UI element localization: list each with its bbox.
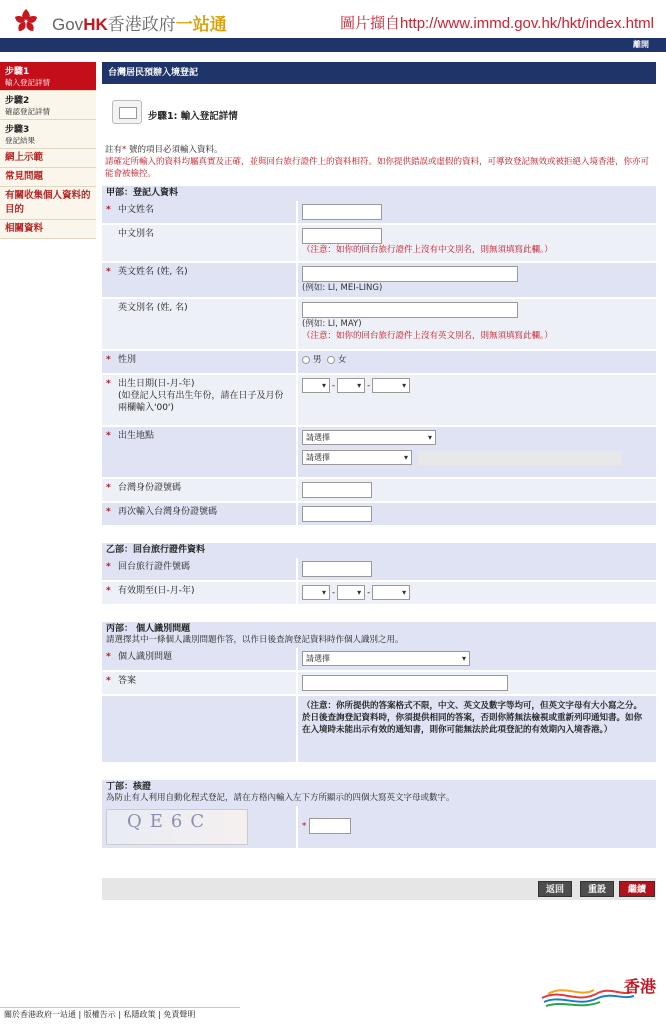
footer-links[interactable]: 關於香港政府一站通 | 版權告示 | 私隱政策 | 免責聲明 [0,1007,240,1021]
button-bar [102,878,656,900]
reset-button[interactable]: 重設 [580,881,614,897]
section-b-heading: 乙部：回台旅行證件資料 [102,543,656,558]
hksar-bauhinia-logo-icon[interactable] [6,4,50,36]
captcha-image: QE6C [106,809,248,845]
dob-year-select[interactable] [372,378,410,393]
doc-no-input[interactable] [302,561,372,577]
label-cell [102,427,296,477]
date-dash: - [367,381,371,391]
step-title: 步驟2 [5,96,30,106]
answer-input[interactable] [302,675,508,691]
row-answer-note [102,696,656,764]
row-sex [102,351,656,375]
section-c-heading [102,622,656,648]
brand-one: 一站通 [175,15,227,34]
dob-month-select[interactable] [337,378,365,393]
page-title: 台灣居民預辦入境登記 [102,62,656,84]
row-expiry [102,582,656,606]
label-cell [102,672,296,694]
english-alias-input[interactable] [302,302,518,318]
row-chinese-alias [102,225,656,263]
required-star-icon: * [106,267,111,277]
step-title: 步驟3 [5,125,30,135]
section-d-title: 丁部：核證 [106,782,152,792]
date-dash: - [332,588,336,598]
step-title: 步驟1 [5,67,30,77]
brand-hong-kong-logo[interactable] [540,974,656,1014]
sidebar-link-related[interactable]: 相關資料 [0,220,96,239]
required-star-icon: * [106,652,111,662]
accuracy-warning: 請確定所輸入的資料均屬真實及正確，並與回台旅行證件上的資料相符。如你提供錯誤或虛假的資料，可導致登記無效或被拒絕入境香港，你亦可能會被檢控。 [105,157,650,179]
logout-button[interactable]: 離開 [616,38,666,52]
section-d-heading [102,780,656,806]
tw-id-input[interactable] [302,482,372,498]
label-text: 英文別名 (姓, 名) [118,303,188,313]
label-text: 台灣身份證號碼 [118,483,182,493]
label-cell [102,375,296,425]
required-star-icon: * [106,431,111,441]
sidebar-step-3 [0,120,96,149]
label-text: 中文別名 [118,229,155,239]
section-a-heading: 甲部：登記人資料 [102,186,656,201]
form-icon [112,100,142,124]
dob-note: (如登記人只有出生年份，請在日子及月份兩欄輸入'00') [118,391,284,413]
label-cell [102,558,296,580]
row-answer [102,672,656,696]
field-cell [296,503,656,525]
required-star-icon: * [106,379,111,389]
label-cell [102,263,296,297]
step-sub: 確認登記詳情 [5,107,50,116]
label-text: 性別 [118,355,137,365]
image-source-note: 圖片擷自http://www.immd.gov.hk/hkt/index.html [340,15,654,32]
row-captcha [102,806,656,850]
english-alias-hint: (例如: LI, MAY) [302,319,362,329]
field-cell [296,263,656,297]
step-sub: 輸入登記詳情 [5,78,50,87]
step-heading [102,94,656,140]
field-cell [296,558,656,580]
back-button[interactable]: 返回 [538,881,572,897]
required-star-icon: * [106,507,111,517]
field-cell [296,351,656,373]
label-text: 再次輸入台灣身份證號碼 [118,507,218,517]
label-cell [102,696,296,762]
brand-prefix: Gov [52,15,84,34]
row-question [102,648,656,672]
tw-id-again-input[interactable] [302,506,372,522]
label-cell [102,503,296,525]
label-cell [102,201,296,223]
expiry-month-select[interactable] [337,585,365,600]
pob-other-field [418,451,622,465]
row-tw-id-again [102,503,656,527]
label-text: 英文姓名 (姓, 名) [118,267,188,277]
dob-day-select[interactable] [302,378,330,393]
field-cell [296,582,656,604]
sidebar-link-purpose[interactable]: 有關收集個人資料的目的 [0,187,96,220]
row-chinese-name [102,201,656,225]
label-text: 出生地點 [118,431,155,441]
sidebar-link-demo[interactable]: 網上示範 [0,149,96,168]
label-text: 個人識別問題 [118,652,173,662]
label-cell [102,351,296,373]
section-c-title: 丙部： 個人識別問題 [106,624,191,634]
step-sub: 登記結果 [5,136,35,145]
field-cell [296,672,656,694]
label-text: 有效期至(日-月-年) [118,586,195,596]
pob-country-select[interactable]: 請選擇 ▾ [302,430,436,445]
required-star-icon: * [122,145,127,155]
row-dob [102,375,656,427]
field-cell [296,648,656,670]
english-name-input[interactable] [302,266,518,282]
required-note [105,144,656,156]
label-cell [102,806,296,848]
field-cell [296,806,656,848]
pob-region-select[interactable]: 請選擇 ▾ [302,450,412,465]
continue-button[interactable]: 繼續 [619,881,655,897]
required-star-icon: * [106,562,111,572]
sidebar [0,62,96,239]
expiry-day-select[interactable] [302,585,330,600]
label-cell [102,479,296,501]
sidebar-step-2 [0,91,96,120]
sidebar-step-1 [0,62,96,91]
brand-hk: HK [83,15,108,34]
instructions [102,144,656,180]
required-star-icon: * [106,205,111,215]
row-doc-no [102,558,656,582]
field-cell [296,375,656,425]
field-cell [296,201,656,223]
required-star-icon: * [106,355,111,365]
brand-mid: 香港政府 [107,15,176,34]
label-cell [102,648,296,670]
field-cell [296,225,656,261]
answer-note: （注意：你所提供的答案格式不限，中文、英文及數字等均可，但英文字母有大小寫之分。於日後查詢登記資料時，你須提供相同的答案，否則你將無法檢視或重新列印通知書。如你在入境時未能出示有效的通知書，則你可能無法於此項登記的有效期內入境香港。） [296,696,656,762]
govhk-brand[interactable] [52,10,227,35]
label-text: 中文姓名 [118,205,155,215]
label-cell [102,225,296,261]
female-radio[interactable] [327,356,335,364]
label-text: 出生日期(日-月-年) [118,379,195,389]
english-alias-warning: （注意：如你的回台旅行證件上沒有英文別名，則無須填寫此欄。） [302,331,553,341]
row-english-name [102,263,656,299]
note-prefix: 註有 [105,145,123,155]
field-cell [296,479,656,501]
female-label: 女 [337,355,347,365]
required-star-icon: * [302,821,307,832]
row-pob [102,427,656,479]
question-select[interactable]: 請選擇 ▾ [302,651,470,666]
sidebar-link-faq[interactable]: 常見問題 [0,168,96,187]
field-cell [296,299,656,349]
label-cell [102,582,296,604]
footer-logo-text: 香港 [623,977,656,996]
male-label: 男 [313,355,322,365]
main-content [102,62,656,900]
chinese-name-input[interactable] [302,204,382,220]
required-star-icon: * [106,586,111,596]
row-english-alias [102,299,656,351]
label-text: 答案 [118,676,137,686]
row-tw-id [102,479,656,503]
nav-bar [0,38,666,52]
date-dash: - [332,381,336,391]
chinese-alias-warning: （注意：如你的回台旅行證件上沒有中文別名，則無須填寫此欄。） [302,245,553,255]
label-cell [102,299,296,349]
field-cell [296,427,656,477]
note-suffix: 號的項目必須輸入資料。 [126,145,223,155]
male-radio[interactable] [302,356,310,364]
section-d-sub: 為防止有人利用自動化程式登記，請在方格內輸入左下方所顯示的四個大寫英文字母或數字。 [106,793,455,803]
step-heading-text: 步驟1: 輸入登記詳情 [148,111,238,122]
required-star-icon: * [106,676,111,686]
section-c-sub: 請選擇其中一條個人識別問題作答，以作日後查詢登記資料時作個人識別之用。 [106,635,404,645]
date-dash: - [367,588,371,598]
header [0,0,666,40]
captcha-input[interactable] [309,818,351,834]
required-star-icon: * [106,483,111,493]
expiry-year-select[interactable] [372,585,410,600]
chinese-alias-input[interactable] [302,228,382,244]
label-text: 回台旅行證件號碼 [118,562,191,572]
english-name-hint: (例如: LI, MEI-LING) [302,283,383,293]
